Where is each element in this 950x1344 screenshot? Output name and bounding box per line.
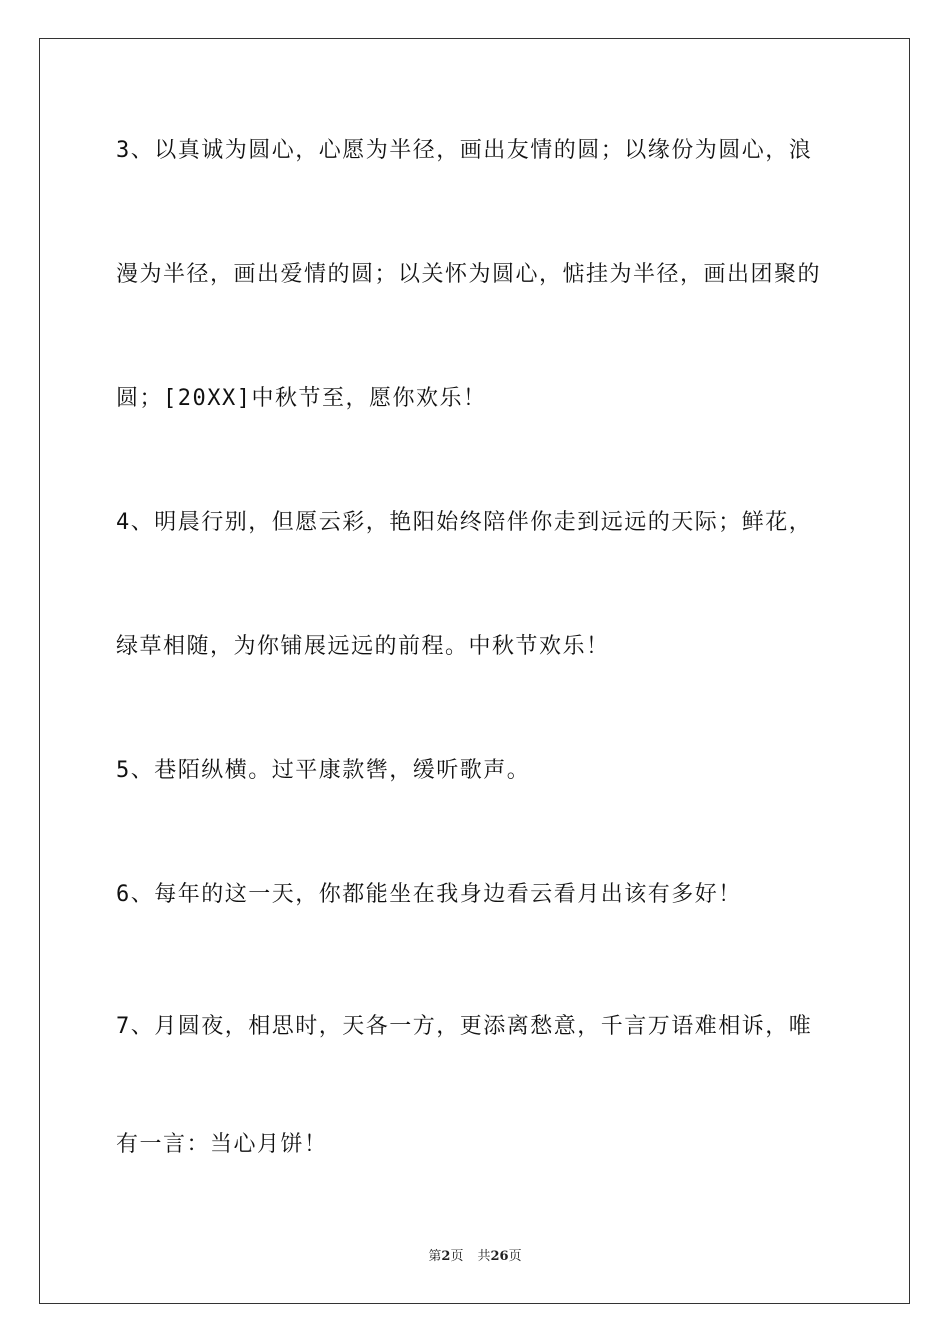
page-frame — [39, 38, 910, 1304]
footer-page-suffix: 页 — [450, 1249, 464, 1264]
footer-total-pages: 26 — [490, 1249, 509, 1264]
text-line-5: 绿草相随，为你铺展远远的前程。中秋节欢乐！ — [116, 634, 610, 659]
footer-total-prefix: 共 — [477, 1249, 491, 1264]
text-line-3: 圆；[20XX]中秋节至，愿你欢乐！ — [116, 386, 487, 411]
footer-total-suffix: 页 — [508, 1249, 522, 1264]
text-line-1: 3、以真诚为圆心，心愿为半径，画出友情的圆；以缘份为圆心，浪 — [116, 138, 813, 163]
text-line-6: 5、巷陌纵横。过平康款辔，缓听歌声。 — [116, 758, 531, 783]
page-footer — [0, 1248, 950, 1266]
text-line-7: 6、每年的这一天，你都能坐在我身边看云看月出该有多好！ — [116, 882, 742, 907]
text-line-2: 漫为半径，画出爱情的圆；以关怀为圆心，惦挂为半径，画出团聚的 — [116, 262, 822, 287]
footer-page-prefix: 第 — [428, 1249, 442, 1264]
footer-page-number: 2 — [441, 1249, 451, 1264]
text-line-9: 有一言：当心月饼！ — [116, 1132, 328, 1157]
text-line-8: 7、月圆夜，相思时，天各一方，更添离愁意，千言万语难相诉，唯 — [116, 1014, 813, 1039]
text-line-4: 4、明晨行别，但愿云彩，艳阳始终陪伴你走到远远的天际；鲜花， — [116, 510, 813, 535]
